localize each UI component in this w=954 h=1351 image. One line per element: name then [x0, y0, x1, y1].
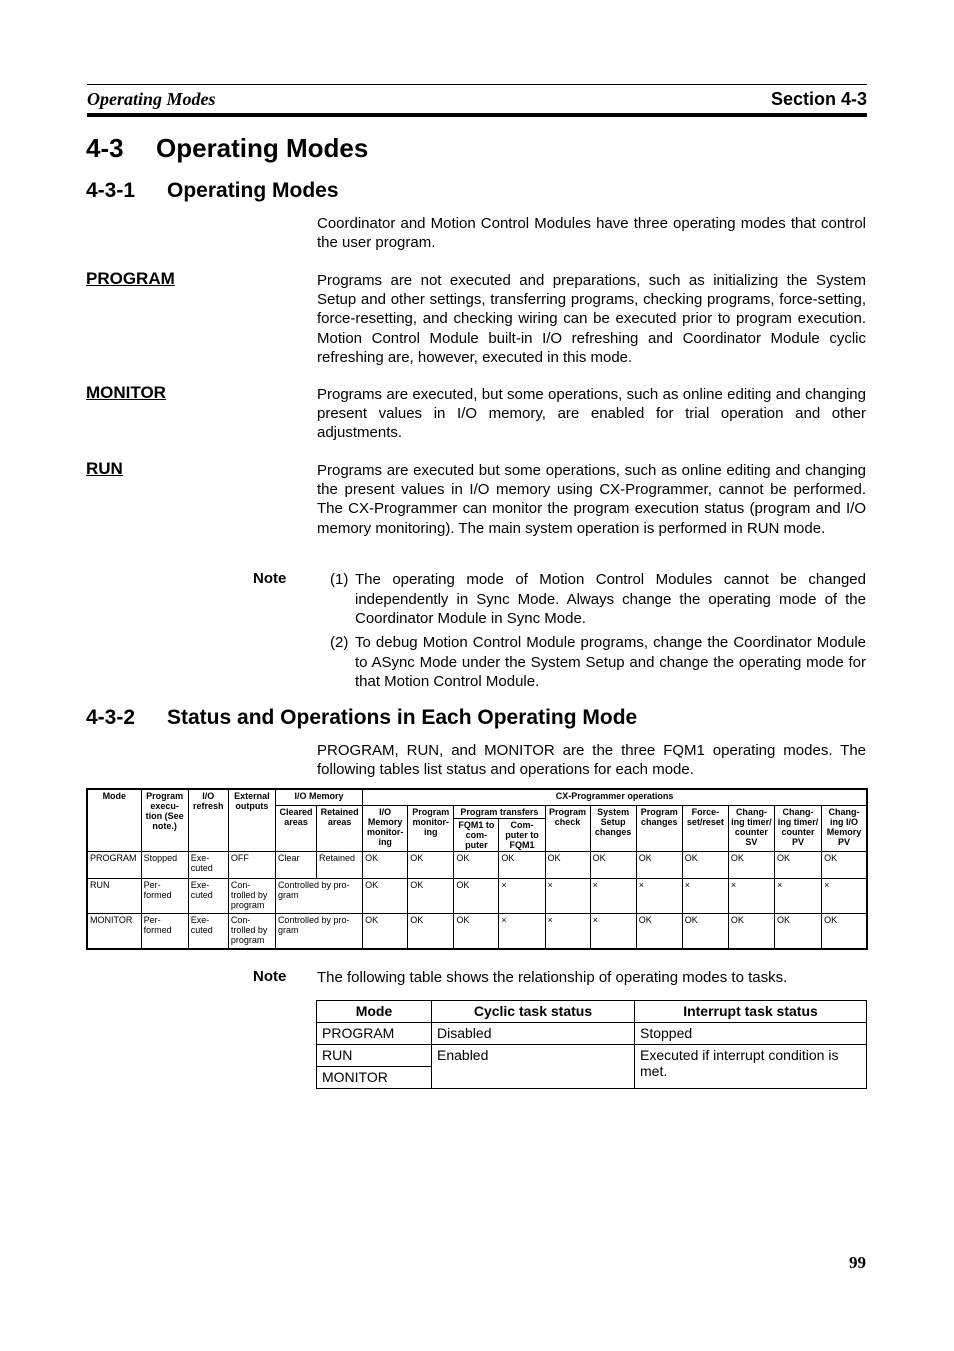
col-cleared-areas: Cleared areas	[275, 806, 316, 852]
col-io-memory-monitoring: I/O Memory monitor- ing	[363, 806, 408, 852]
cell-cx-op: ×	[774, 879, 821, 914]
col-program-changes: Program changes	[636, 806, 682, 852]
tasks-cell-interrupt: Stopped	[635, 1023, 867, 1045]
col-changing-timer-sv: Chang- ing timer/ counter SV	[728, 806, 774, 852]
cell-cx-op: OK	[728, 914, 774, 950]
col-fqm1-to-computer: FQM1 to com- puter	[454, 819, 499, 852]
col-mode: Mode	[87, 789, 141, 852]
note-label-2: Note	[253, 968, 287, 985]
col-program-execution: Program execu- tion (See note.)	[141, 789, 188, 852]
cell-cx-op: ×	[636, 879, 682, 914]
subsection-number-1: 4-3-1	[86, 179, 136, 202]
cell-cx-op: ×	[590, 879, 636, 914]
table-row	[317, 1045, 867, 1067]
tasks-table	[316, 1000, 867, 1089]
operations-table	[86, 788, 868, 950]
running-header-section: Section 4-3	[770, 89, 867, 109]
cell-cx-op: OK	[454, 879, 499, 914]
cell-mode: PROGRAM	[87, 852, 141, 879]
cell-cx-op: OK	[590, 852, 636, 879]
subsection-heading-2	[86, 706, 637, 730]
tasks-col-interrupt: Interrupt task status	[635, 1001, 867, 1023]
cell-cx-op: OK	[728, 852, 774, 879]
cell-cx-op: ×	[499, 914, 545, 950]
cell-cx-op: OK	[822, 914, 867, 950]
cell-cx-op: ×	[545, 914, 590, 950]
note-label-1: Note	[253, 570, 287, 587]
cell-mode: MONITOR	[87, 914, 141, 950]
col-cx-programmer-operations: CX-Programmer operations	[363, 789, 867, 806]
tasks-col-cyclic: Cyclic task status	[432, 1001, 635, 1023]
mode-text-monitor: Programs are executed, but some operations, such as online editing and changing present values in I/O memory, are enabled for trial operation and other adjustments.	[317, 386, 866, 442]
mode-label-run: RUN	[86, 459, 123, 478]
cell-cx-op: OK	[545, 852, 590, 879]
col-changing-timer-pv: Chang- ing timer/ counter PV	[774, 806, 821, 852]
mode-label-monitor: MONITOR	[86, 383, 166, 402]
cell-cx-op: OK	[774, 852, 821, 879]
cell-retained-areas: Retained	[317, 852, 363, 879]
tasks-cell-mode: PROGRAM	[317, 1023, 432, 1045]
cell-cx-op: OK	[454, 852, 499, 879]
page-number: 99	[849, 1253, 866, 1272]
cell-io-refresh: Exe- cuted	[188, 852, 228, 879]
table-row	[87, 879, 867, 914]
cell-cx-op: OK	[682, 914, 728, 950]
cell-external-outputs: Con- trolled by program	[228, 914, 275, 950]
cell-cx-op: ×	[499, 879, 545, 914]
table-row	[87, 852, 867, 879]
table-row	[87, 914, 867, 950]
header-bottom-rule	[87, 113, 867, 117]
subsection-heading-1	[86, 179, 339, 203]
cell-cx-op: OK	[408, 879, 454, 914]
cell-cx-op: ×	[545, 879, 590, 914]
col-program-monitoring: Program monitor- ing	[408, 806, 454, 852]
subsection-title-1: Operating Modes	[167, 179, 339, 202]
cell-io-memory: Controlled by pro- gram	[275, 879, 362, 914]
note-item-1-text: The operating mode of Motion Control Modules cannot be changed independently in Sync Mode. Always change the operating mode of the Coordinator Module in Sync Mode.	[355, 571, 866, 628]
note-item-1-number: (1)	[330, 571, 349, 588]
cell-cx-op: ×	[682, 879, 728, 914]
cell-cx-op: OK	[774, 914, 821, 950]
subsection1-intro: Coordinator and Motion Control Modules have three operating modes that control the user program.	[317, 215, 866, 252]
mode-text-program: Programs are not executed and preparations, such as initializing the System Setup and other settings, transferring programs, checking programs, force-setting, force-resetting, and checking wiring can be executed prior to program execution. Motion Control Module built-in I/O refreshing and Coordinator Module cyclic refreshing are, however, executed in this mode.	[317, 272, 866, 366]
cell-cx-op: OK	[636, 914, 682, 950]
col-program-check: Program check	[545, 806, 590, 852]
note-item-2-text: To debug Motion Control Module programs, change the Coordinator Module to ASync Mode under the System Setup and change the operating mode for that Motion Control Module.	[355, 634, 866, 691]
col-io-memory: I/O Memory	[275, 789, 362, 806]
cell-cx-op: ×	[822, 879, 867, 914]
cell-cx-op: ×	[728, 879, 774, 914]
subsection2-intro: PROGRAM, RUN, and MONITOR are the three FQM1 operating modes. The following tables list status and operations for each mode.	[317, 742, 866, 779]
tasks-cell-interrupt: Executed if interrupt condition is met.	[635, 1045, 867, 1089]
col-io-refresh: I/O refresh	[188, 789, 228, 852]
cell-cx-op: OK	[363, 852, 408, 879]
tasks-cell-cyclic: Enabled	[432, 1045, 635, 1089]
running-header-title: Operating Modes	[87, 89, 216, 109]
cell-cx-op: OK	[408, 852, 454, 879]
col-changing-io-memory-pv: Chang- ing I/O Memory PV	[822, 806, 867, 852]
table-row	[317, 1023, 867, 1045]
note-item-2-number: (2)	[330, 634, 349, 651]
col-retained-areas: Retained areas	[317, 806, 363, 852]
section-title: Operating Modes	[156, 133, 369, 163]
col-system-setup-changes: System Setup changes	[590, 806, 636, 852]
tasks-cell-cyclic: Disabled	[432, 1023, 635, 1045]
cell-cx-op: OK	[822, 852, 867, 879]
cell-io-refresh: Exe- cuted	[188, 879, 228, 914]
cell-mode: RUN	[87, 879, 141, 914]
cell-cx-op: OK	[682, 852, 728, 879]
cell-io-refresh: Exe- cuted	[188, 914, 228, 950]
subsection-number-2: 4-3-2	[86, 706, 136, 729]
cell-io-memory: Controlled by pro- gram	[275, 914, 362, 950]
cell-cx-op: ×	[590, 914, 636, 950]
mode-text-run: Programs are executed but some operations, such as online editing and changing the present values in I/O memory using CX-Programmer, cannot be performed. The CX-Programmer can monitor the program execution status (program and I/O memory monitoring). The main system operation is performed in RUN mode.	[317, 462, 866, 537]
cell-cx-op: OK	[363, 914, 408, 950]
ops-header-row-1	[87, 789, 867, 806]
cell-cx-op: OK	[454, 914, 499, 950]
header-top-rule	[87, 84, 867, 85]
cell-program-execution: Per- formed	[141, 914, 188, 950]
tasks-cell-mode: MONITOR	[317, 1067, 432, 1089]
cell-external-outputs: Con- trolled by program	[228, 879, 275, 914]
note-text-2: The following table shows the relationship of operating modes to tasks.	[317, 969, 788, 986]
cell-cleared-areas: Clear	[275, 852, 316, 879]
cell-cx-op: OK	[363, 879, 408, 914]
tasks-col-mode: Mode	[317, 1001, 432, 1023]
section-number: 4-3	[86, 133, 124, 163]
tasks-header-row	[317, 1001, 867, 1023]
cell-cx-op: OK	[499, 852, 545, 879]
cell-program-execution: Stopped	[141, 852, 188, 879]
tasks-cell-mode: RUN	[317, 1045, 432, 1067]
col-force-set-reset: Force- set/reset	[682, 806, 728, 852]
note-item-2	[330, 633, 866, 692]
note-item-1	[330, 570, 866, 629]
col-program-transfers: Program transfers	[454, 806, 545, 819]
col-computer-to-fqm1: Com- puter to FQM1	[499, 819, 545, 852]
subsection-title-2: Status and Operations in Each Operating Mode	[167, 706, 638, 729]
cell-cx-op: OK	[636, 852, 682, 879]
mode-label-program: PROGRAM	[86, 269, 175, 288]
cell-program-execution: Per- formed	[141, 879, 188, 914]
section-heading	[86, 133, 368, 164]
col-external-outputs: External outputs	[228, 789, 275, 852]
cell-external-outputs: OFF	[228, 852, 275, 879]
cell-cx-op: OK	[408, 914, 454, 950]
